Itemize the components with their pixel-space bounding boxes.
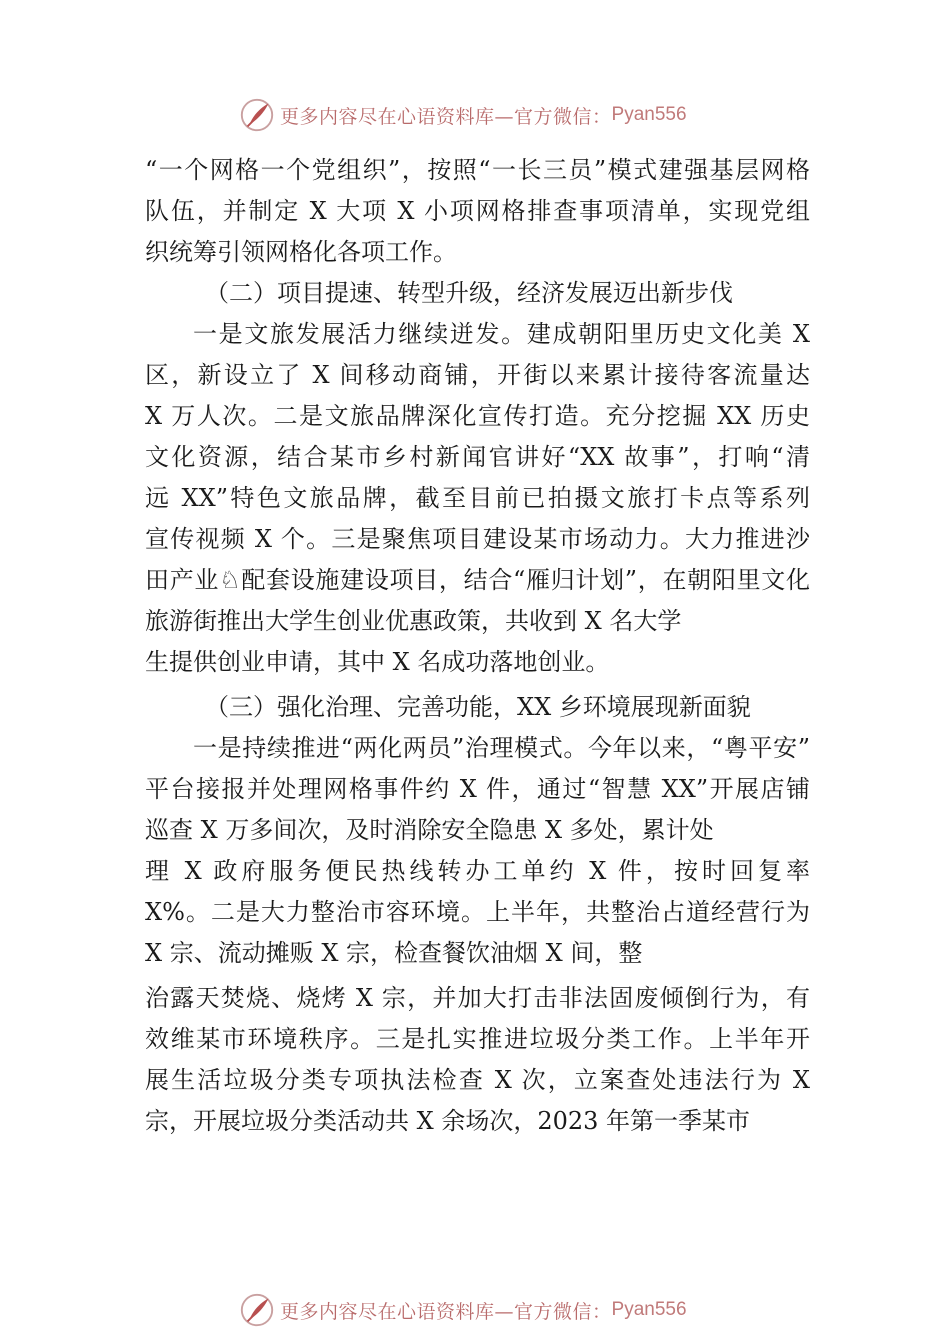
text-line: 平台接报并处理网格事件约 X 件，通过“智慧 XX”开展店铺 — [145, 775, 810, 803]
text-line: 生提供创业申请，其中 X 名成功落地创业。 — [145, 648, 610, 676]
banner-text: 更多内容尽在心语资料库—官方微信： — [280, 105, 612, 128]
section-heading: （二）项目提速、转型升级，经济发展迈出新步伐 — [205, 279, 733, 307]
text-line: “一个网格一个党组织”，按照“一长三员”模式建强基层网格 — [145, 156, 810, 184]
text-line: 队伍，并制定 X 大项 X 小项网格排查事项清单，实现党组 — [145, 197, 810, 225]
wechat-id: Pyan556 — [611, 1299, 687, 1320]
text-line: 织统筹引领网格化各项工作。 — [145, 238, 457, 266]
text-line: X%。二是大力整治市容环境。上半年，共整治占道经营行为 — [145, 898, 810, 926]
text-line: 一是文旅发展活力继续迸发。建成朝阳里历史文化美 X — [193, 320, 810, 348]
text-line: 远 XX”特色文旅品牌，截至目前已拍摄文旅打卡点等系列 — [145, 484, 810, 512]
text-line: 巡查 X 万多间次，及时消除安全隐患 X 多处，累计处 — [145, 816, 714, 844]
text-line: 展生活垃圾分类专项执法检查 X 次，立案查处违法行为 X — [145, 1066, 810, 1094]
text-line: 宣传视频 X 个。三是聚焦项目建设某市场动力。大力推进沙 — [145, 525, 810, 553]
banner-text: 更多内容尽在心语资料库—官方微信： — [280, 1300, 612, 1323]
text-line: 文化资源，结合某市乡村新闻官讲好“XX 故事”，打响“清 — [145, 443, 810, 471]
header-banner[interactable] — [238, 95, 687, 135]
feather-pen-icon — [238, 96, 276, 134]
text-line: 宗，开展垃圾分类活动共 X 余场次，2023 年第一季某市 — [145, 1107, 751, 1135]
text-line: X 宗、流动摊贩 X 宗，检查餐饮油烟 X 间，整 — [145, 939, 643, 967]
text-line: 一是持续推进“两化两员”治理模式。今年以来，“粤平安” — [193, 734, 810, 762]
text-line: 旅游街推出大学生创业优惠政策，共收到 X 名大学 — [145, 607, 682, 635]
text-line: 区，新设立了 X 间移动商铺，开街以来累计接待客流量达 — [145, 361, 810, 389]
text-line: 效维某市环境秩序。三是扎实推进垃圾分类工作。上半年开 — [145, 1025, 810, 1053]
text-line: 田产业♘配套设施建设项目，结合“雁归计划”，在朝阳里文化 — [145, 566, 810, 594]
footer-banner[interactable] — [238, 1290, 687, 1330]
section-heading: （三）强化治理、完善功能，XX 乡环境展现新面貌 — [205, 693, 751, 721]
text-line: 理 X 政府服务便民热线转办工单约 X 件，按时回复率 — [145, 857, 810, 885]
text-line: 治露天焚烧、烧烤 X 宗，并加大打击非法固废倾倒行为，有 — [145, 984, 810, 1012]
feather-pen-icon — [238, 1291, 276, 1329]
text-line: X 万人次。二是文旅品牌深化宣传打造。充分挖掘 XX 历史 — [145, 402, 810, 430]
wechat-id: Pyan556 — [611, 104, 687, 125]
